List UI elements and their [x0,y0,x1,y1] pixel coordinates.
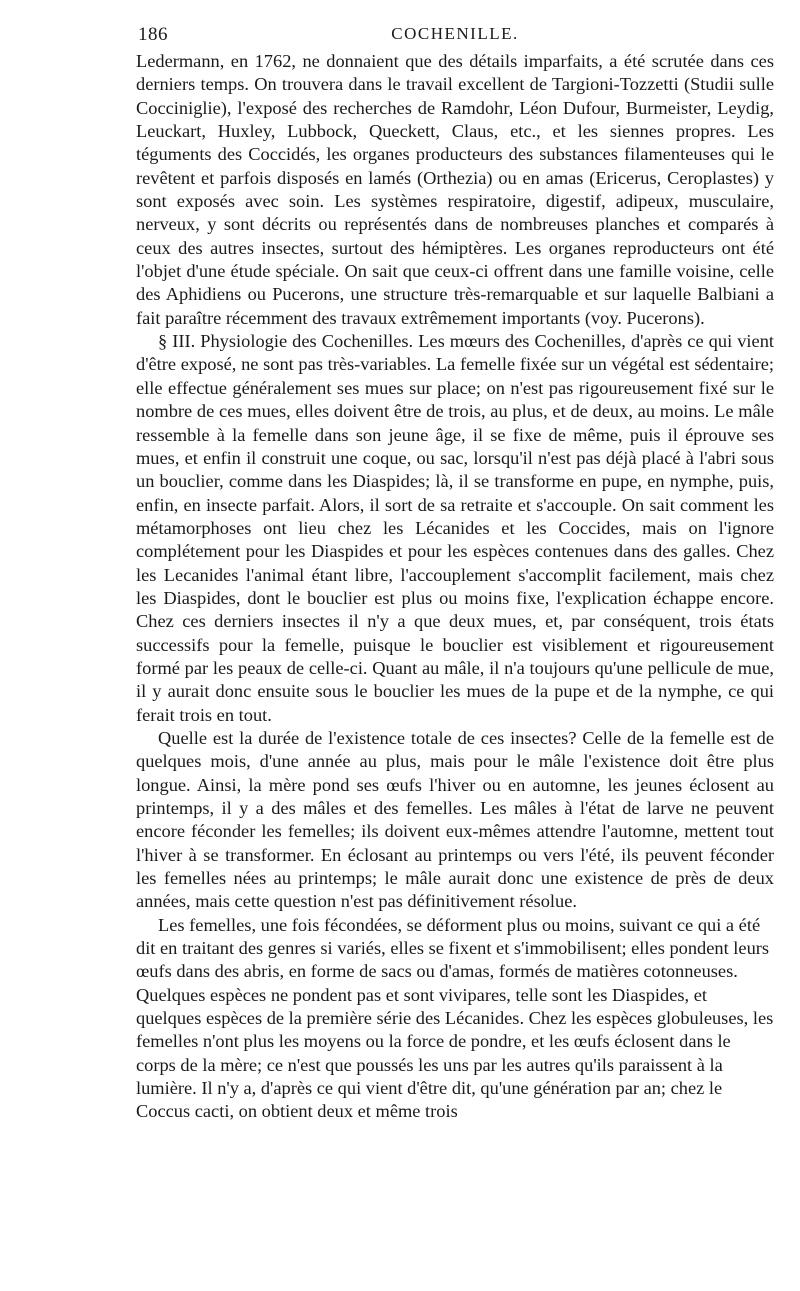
running-title: COCHENILLE. [391,24,519,43]
paragraph-2: § III. Physiologie des Cochenilles. Les mœurs des Cochenilles, d'après ce qui vient d'être exposé, ne sont pas très-variables. La femelle fixée sur un végétal est sédentaire; elle effectue généralement ses mues sur place; on n'est pas rigoureusement fixé sur le nombre de ces mues, elles doivent être de trois, au plus, et de deux, au moins. Le mâle ressemble à la femelle dans son jeune âge, il se fixe de même, puis il éprouve ses mues, et enfin il construit une coque, ou sac, lorsqu'il n'est pas déjà placé à l'abri sous un bouclier, comme dans les Diaspides; là, il se transforme en pupe, en nymphe, puis, enfin, en insecte parfait. Alors, il sort de sa retraite et s'accouple. On sait comment les métamorphoses ont lieu chez les Lécanides et les Coccides, mais on l'ignore complétement pour les Diaspides et pour les espèces contenues dans des galles. Chez les Lecanides l'animal étant libre, l'accouplement s'accomplit facilement, mais chez les Diaspides, dont le bouclier est plus ou moins fixe, l'explication échappe encore. Chez ces derniers insectes il n'y a que deux mues, et, par conséquent, trois états successifs pour la femelle, puisque le bouclier est visiblement et rigoureusement formé par les peaux de celle-ci. Quant au mâle, il n'a toujours qu'une pellicule de mue, il y aurait donc ensuite sous le bouclier les mues de la pupe et de la nymphe, ce qui ferait trois en tout. [136,331,774,725]
paragraph-4: Les femelles, une fois fécondées, se déforment plus ou moins, suivant ce qui a été dit en traitant des genres si variés, elles se fixent et s'immobilisent; elles pondent leurs œufs dans des abris, en forme de sacs ou d'amas, formés de matières cotonneuses. Quelques espèces ne pondent pas et sont vivipares, telle sont les Diaspides, et quelques espèces de la première série des Lécanides. Chez les espèces globuleuses, les femelles n'ont plus les moyens ou la force de pondre, et les œufs éclosent dans le corps de la mère; ce n'est que poussés les uns par les autres qu'ils paraissent à la lumière. Il n'y a, d'après ce qui vient d'être dit, qu'une génération par an; chez le Coccus cacti, on obtient deux et même trois [136,914,774,1122]
page-number: 186 [138,24,168,45]
page-header [136,24,774,48]
paragraph-3: Quelle est la durée de l'existence totale de ces insectes? Celle de la femelle est de quelques mois, d'une année au plus, mais pour le mâle l'existence doit être plus longue. Ainsi, la mère pond ses œufs l'hiver ou en automne, les jeunes éclosent au printemps, il y a des mâles et des femelles. Les mâles à l'état de larve ne peuvent encore féconder les femelles; ils doivent eux-mêmes attendre l'automne, mettent tout l'hiver à se transformer. En éclosant au printemps ou vers l'été, ils peuvent féconder les femelles nées au printemps; le mâle aurait donc une existence de près de deux années, mais cette question n'est pas définitivement résolue. [136,727,774,912]
document-page [136,24,774,1124]
body-text [136,50,774,1124]
paragraph-1: Ledermann, en 1762, ne donnaient que des détails imparfaits, a été scrutée dans ces derniers temps. On trouvera dans le travail excellent de Targioni-Tozzetti (Studii sulle Cocciniglie), l'exposé des recherches de Ramdohr, Léon Dufour, Burmeister, Leydig, Leuckart, Huxley, Lubbock, Queckett, Claus, etc., et les siennes propres. Les téguments des Coccidés, les organes producteurs des substances filamenteuses qui le revêtent et parfois disposés en lamés (Orthezia) ou en amas (Ericerus, Ceroplastes) y sont exposés avec soin. Les systèmes respiratoire, digestif, adipeux, musculaire, nerveux, y sont décrits ou représentés dans de nombreuses planches et comparés à ceux des autres insectes, surtout des hémiptères. Les organes reproducteurs ont été l'objet d'une étude spéciale. On sait que ceux-ci offrent dans une famille voisine, celle des Aphidiens ou Pucerons, une structure très-remarquable et sur laquelle Balbiani a fait paraître récemment des travaux extrêmement importants (voy. Pucerons). [136,51,774,328]
